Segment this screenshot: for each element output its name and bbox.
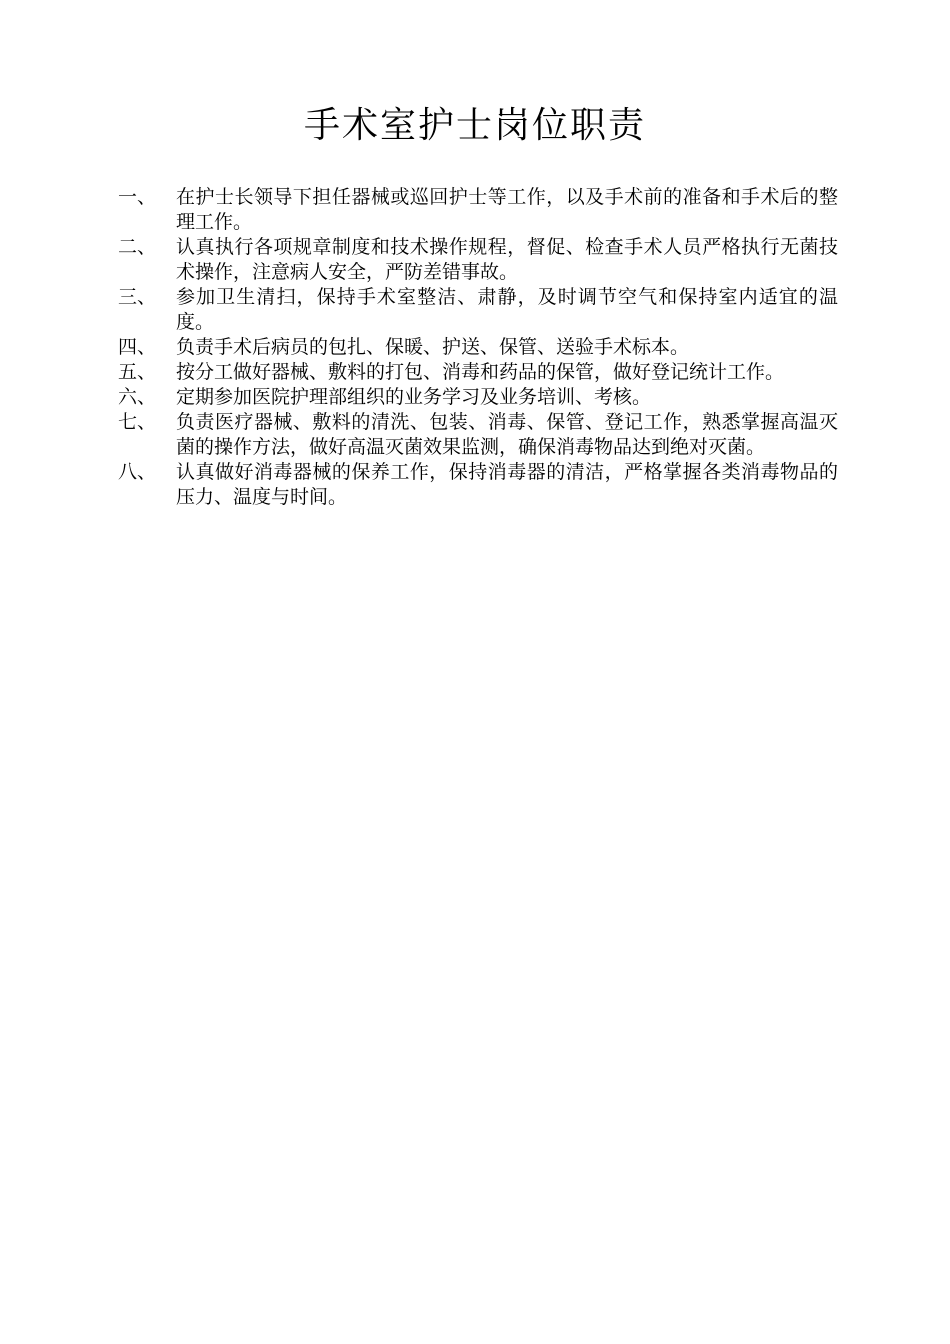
duty-number: 六、 <box>118 386 157 408</box>
duty-text: 参加卫生清扫，保持手术室整洁、肃静，及时调节空气和保持室内适宜的温度。 <box>176 286 838 333</box>
duty-text: 按分工做好器械、敷料的打包、消毒和药品的保管，做好登记统计工作。 <box>176 361 785 383</box>
duty-text: 负责手术后病员的包扎、保暖、护送、保管、送验手术标本。 <box>176 336 690 358</box>
duty-number: 八、 <box>118 461 157 483</box>
duty-item-7 <box>118 410 838 460</box>
duty-item-6 <box>118 385 838 410</box>
duty-item-3 <box>118 285 838 335</box>
duty-list <box>118 185 838 510</box>
duty-item-4 <box>118 335 838 360</box>
duty-number: 三、 <box>118 286 157 308</box>
duty-number: 一、 <box>118 186 157 208</box>
duty-item-2 <box>118 235 838 285</box>
duty-number: 四、 <box>118 336 157 358</box>
duty-number: 七、 <box>118 411 157 433</box>
duty-text: 负责医疗器械、敷料的清洗、包装、消毒、保管、登记工作，熟悉掌握高温灭菌的操作方法，做好高温灭菌效果监测，确保消毒物品达到绝对灭菌。 <box>176 411 838 458</box>
duty-number: 五、 <box>118 361 157 383</box>
duty-item-1 <box>118 185 838 235</box>
document-title: 手术室护士岗位职责 <box>303 105 646 146</box>
duty-text: 认真执行各项规章制度和技术操作规程，督促、检查手术人员严格执行无菌技术操作，注意病人安全，严防差错事故。 <box>176 236 838 283</box>
duty-item-8 <box>118 460 838 510</box>
duty-item-5 <box>118 360 838 385</box>
duty-text: 定期参加医院护理部组织的业务学习及业务培训、考核。 <box>176 386 652 408</box>
duty-text: 认真做好消毒器械的保养工作，保持消毒器的清洁，严格掌握各类消毒物品的压力、温度与时间。 <box>176 461 838 508</box>
duty-number: 二、 <box>118 236 157 258</box>
duty-text: 在护士长领导下担任器械或巡回护士等工作，以及手术前的准备和手术后的整理工作。 <box>176 186 838 233</box>
